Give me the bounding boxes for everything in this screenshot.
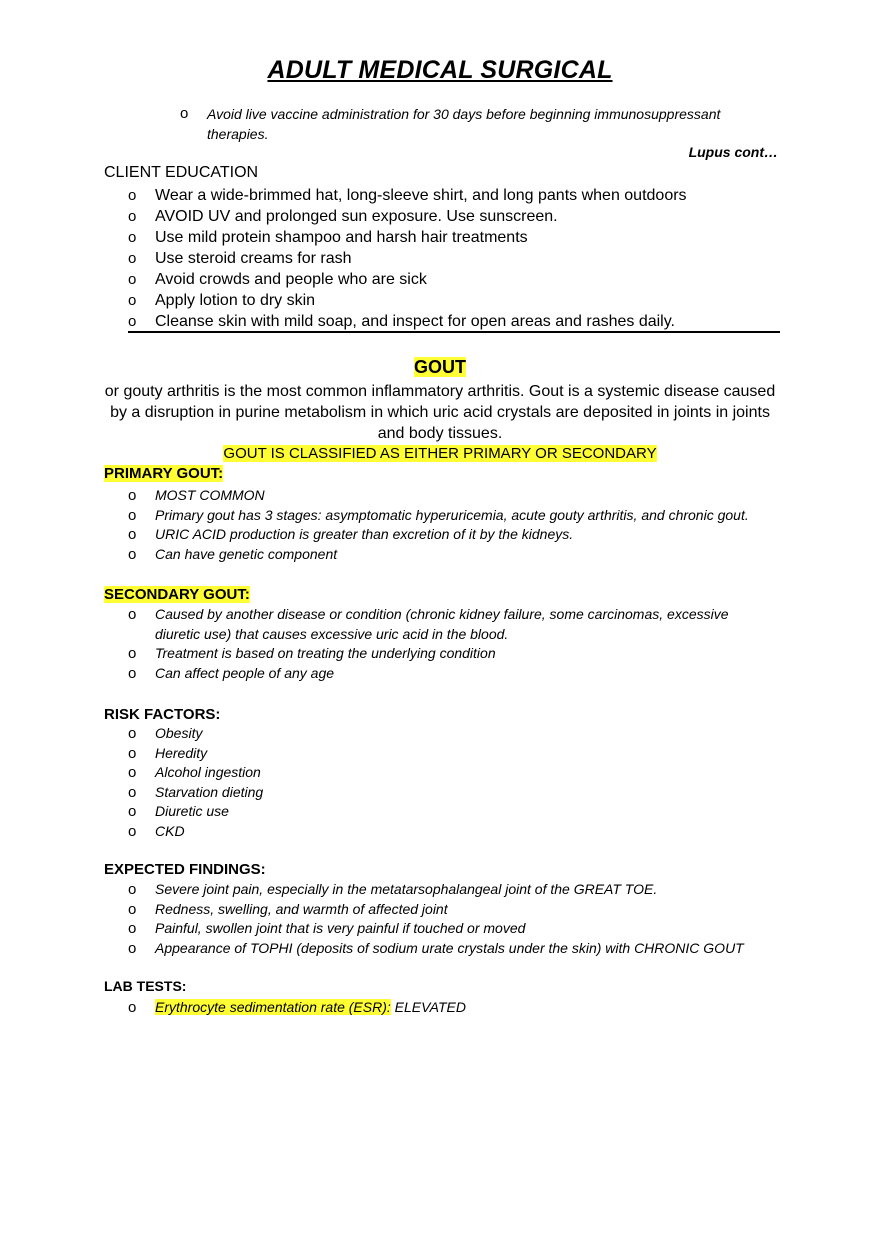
list-item xyxy=(128,486,808,506)
bullet-glyph: o xyxy=(128,664,137,682)
bullet-glyph: o xyxy=(128,229,137,246)
gout-heading: GOUT xyxy=(414,357,466,377)
list-item-text: Redness, swelling, and warmth of affected joint xyxy=(155,900,448,917)
list-item xyxy=(128,206,778,227)
list-item xyxy=(128,880,808,900)
bullet-glyph: o xyxy=(128,645,137,663)
esr-label: Erythrocyte sedimentation rate (ESR): xyxy=(155,999,391,1015)
list-item-text: AVOID UV and prolonged sun exposure. Use sunscreen. xyxy=(155,208,558,225)
risk-factors-list xyxy=(128,724,808,842)
list-item xyxy=(128,269,778,290)
list-item xyxy=(128,664,808,684)
list-item xyxy=(128,763,808,783)
section-divider xyxy=(128,331,780,333)
list-item xyxy=(128,822,808,842)
list-item xyxy=(128,545,808,565)
list-item xyxy=(128,185,778,206)
expected-findings-heading: EXPECTED FINDINGS: xyxy=(104,861,266,878)
secondary-gout-list xyxy=(128,605,808,683)
list-item-text: Use steroid creams for rash xyxy=(155,250,352,267)
expected-findings-list xyxy=(128,880,808,958)
list-item xyxy=(128,644,808,664)
bullet-glyph: o xyxy=(128,725,137,742)
bullet-glyph: o xyxy=(128,803,137,821)
bullet-glyph: o xyxy=(128,526,137,544)
list-item-text: Heredity xyxy=(155,744,208,761)
top-note xyxy=(180,104,760,144)
list-item-text: Cleanse skin with mild soap, and inspect for open areas and rashes daily. xyxy=(155,313,675,330)
lab-tests-heading: LAB TESTS: xyxy=(104,978,187,994)
list-item xyxy=(128,506,808,526)
list-item-text: URIC ACID production is greater than excretion of it by the kidneys. xyxy=(155,526,574,543)
list-item xyxy=(128,724,808,744)
list-item xyxy=(128,998,808,1018)
bullet-glyph: o xyxy=(128,187,137,204)
list-item-text: Treatment is based on treating the underlying condition xyxy=(155,645,496,662)
secondary-gout-heading: SECONDARY GOUT: xyxy=(104,586,250,603)
lab-tests-list xyxy=(128,998,808,1018)
gout-intro-line: and body tissues. xyxy=(377,425,503,442)
list-item xyxy=(128,605,808,644)
risk-factors-heading: RISK FACTORS: xyxy=(104,706,221,723)
bullet-glyph: o xyxy=(128,900,137,918)
continued-label: Lupus cont… xyxy=(688,144,778,160)
bullet-glyph: o xyxy=(128,606,137,623)
list-item-text: Starvation dieting xyxy=(155,783,264,800)
list-item-text: Avoid crowds and people who are sick xyxy=(155,271,427,288)
list-item-text: Use mild protein shampoo and harsh hair treatments xyxy=(155,229,528,246)
secondary-gout-heading-wrap xyxy=(104,586,250,603)
bullet-glyph: o xyxy=(128,744,137,762)
bullet-glyph: o xyxy=(128,783,137,801)
list-item-text: Primary gout has 3 stages: asymptomatic hyperuricemia, acute gouty arthritis, and chronic gout. xyxy=(155,506,749,523)
bullet-glyph: o xyxy=(128,545,137,563)
bullet-glyph: o xyxy=(128,999,137,1016)
bullet-glyph: o xyxy=(180,105,189,122)
list-item-text: Obesity xyxy=(155,725,203,741)
bullet-glyph: o xyxy=(128,292,137,309)
bullet-glyph: o xyxy=(128,487,137,504)
list-item xyxy=(128,311,778,332)
bullet-glyph: o xyxy=(128,250,137,267)
list-item-text: Wear a wide-brimmed hat, long-sleeve shirt, and long pants when outdoors xyxy=(155,187,687,204)
gout-classification: GOUT IS CLASSIFIED AS EITHER PRIMARY OR SECONDARY xyxy=(223,445,657,462)
bullet-glyph: o xyxy=(128,313,137,330)
primary-gout-heading: PRIMARY GOUT: xyxy=(104,465,224,482)
primary-gout-list xyxy=(128,486,808,564)
bullet-glyph: o xyxy=(128,506,137,524)
list-item-text: MOST COMMON xyxy=(155,487,265,503)
list-item xyxy=(128,525,808,545)
client-education-list xyxy=(128,185,778,332)
bullet-glyph: o xyxy=(128,939,137,957)
list-item-text: diuretic use) that causes excessive uric acid in the blood. xyxy=(155,625,509,642)
list-item-text: CKD xyxy=(155,822,185,839)
gout-classification-wrap xyxy=(96,445,784,462)
list-item xyxy=(128,227,778,248)
list-item-text: Apply lotion to dry skin xyxy=(155,292,316,309)
list-item-text: Painful, swollen joint that is very painful if touched or moved xyxy=(155,920,526,937)
list-item-text: Diuretic use xyxy=(155,803,229,820)
top-note-text: Avoid live vaccine administration for 30 days before beginning immunosuppressant therapies. xyxy=(207,106,721,142)
list-item xyxy=(128,783,808,803)
bullet-glyph: o xyxy=(128,208,137,225)
bullet-glyph: o xyxy=(128,920,137,938)
bullet-glyph: o xyxy=(128,822,137,840)
list-item xyxy=(128,744,808,764)
list-item-text: Severe joint pain, especially in the metatarsophalangeal joint of the GREAT TOE. xyxy=(155,881,658,897)
bullet-glyph: o xyxy=(128,271,137,288)
list-item xyxy=(128,900,808,920)
list-item xyxy=(128,290,778,311)
gout-intro-line: by a disruption in purine metabolism in which uric acid crystals are deposited in joints in joints xyxy=(110,404,770,421)
gout-heading-wrap xyxy=(96,357,784,378)
esr-value: ELEVATED xyxy=(390,999,466,1015)
list-item-text: Can affect people of any age xyxy=(155,664,335,681)
list-item xyxy=(128,248,778,269)
bullet-glyph: o xyxy=(128,764,137,782)
client-education-heading: CLIENT EDUCATION xyxy=(104,164,259,181)
page-title: ADULT MEDICAL SURGICAL xyxy=(267,56,613,84)
gout-intro xyxy=(96,381,784,444)
list-item xyxy=(128,939,808,959)
list-item xyxy=(128,802,808,822)
list-item-text: Can have genetic component xyxy=(155,545,338,562)
list-item xyxy=(128,919,808,939)
list-item-text: Caused by another disease or condition (chronic kidney failure, some carcinomas, excessive xyxy=(155,606,729,622)
primary-gout-heading-wrap xyxy=(104,465,223,482)
list-item-text: Alcohol ingestion xyxy=(155,764,261,781)
gout-intro-line: or gouty arthritis is the most common inflammatory arthritis. Gout is a systemic disease caused xyxy=(104,383,776,400)
list-item-text: Appearance of TOPHI (deposits of sodium urate crystals under the skin) with CHRONIC GOUT xyxy=(155,939,744,956)
bullet-glyph: o xyxy=(128,881,137,898)
